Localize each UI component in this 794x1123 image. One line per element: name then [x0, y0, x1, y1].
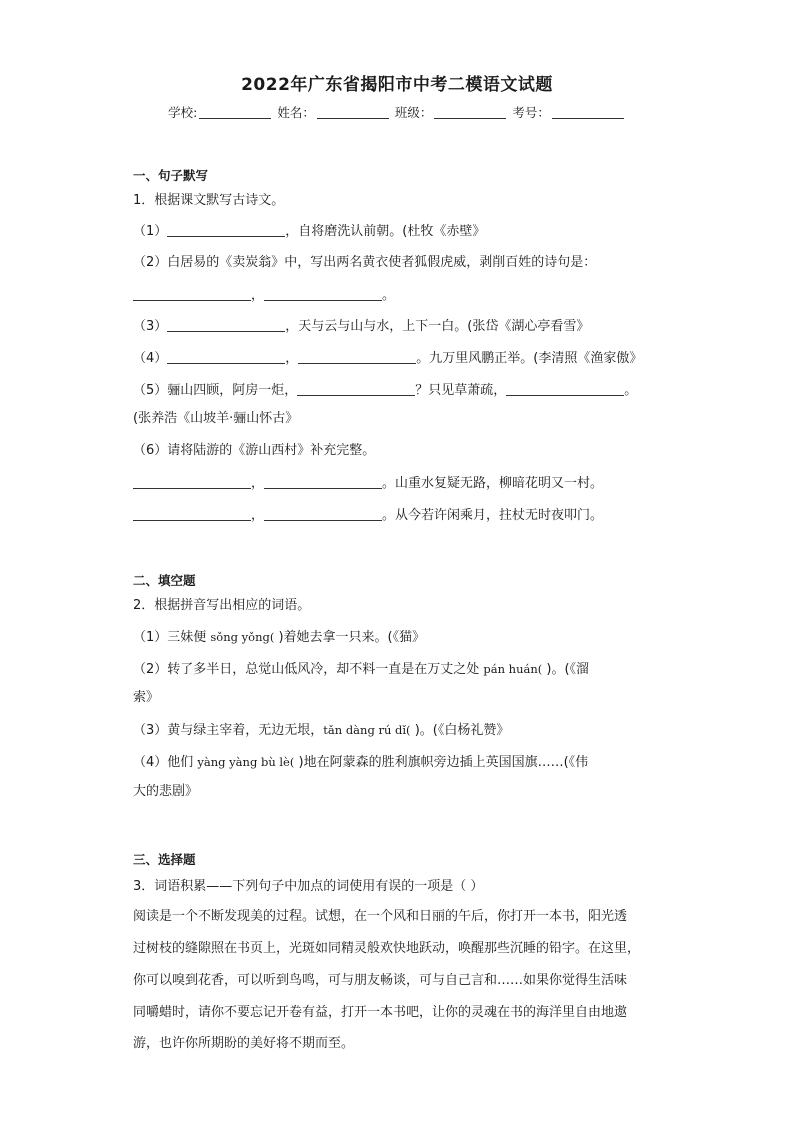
answer-blank[interactable] — [264, 475, 382, 489]
name-blank[interactable] — [317, 106, 389, 119]
question-2-stem: 2．根据拼音写出相应的词语。 — [133, 598, 311, 613]
student-info-line — [0, 103, 794, 121]
q1-part-1: （1） ，自将磨洗认前朝。(杜牧《赤壁》 — [133, 224, 486, 239]
q1-part-6-line-1: ， 。山重水复疑无路，柳暗花明又一村。 — [133, 475, 603, 492]
q1-part-2-answer: ， 。 — [133, 287, 395, 304]
section-heading-1: 一、句子默写 — [133, 168, 209, 183]
section-heading-3: 三、选择题 — [133, 852, 196, 867]
exam-title: 2022年广东省揭阳市中考二模语文试题 — [241, 75, 553, 95]
answer-blank[interactable] — [264, 507, 382, 521]
q1-part-3: （3） ，天与云与山与水，上下一白。(张岱《湖心亭看雪》 — [133, 319, 590, 334]
name-label: 姓名： — [277, 105, 315, 120]
answer-blank[interactable] — [133, 287, 251, 301]
answer-blank[interactable] — [297, 382, 415, 396]
q3-passage-line-3: 你可以嗅到花香，可以听到鸟鸣，可与朋友畅谈，可与自己言和……如果你觉得生活味 — [133, 973, 628, 988]
q3-passage-line-4: 同嚼蜡时，请你不要忘记开卷有益，打开一本书吧，让你的灵魂在书的海洋里自由地遨 — [133, 1005, 628, 1020]
school-blank[interactable] — [199, 106, 271, 119]
section-heading-2: 二、填空题 — [133, 573, 196, 588]
school-label: 学校: — [168, 105, 198, 120]
q1-part-5: （5）骊山四顾，阿房一炬， ？只见草萧疏， 。 — [133, 383, 638, 398]
q1-part-6-line-2: ， 。从今若许闲乘月，拄杖无时夜叩门。 — [133, 507, 603, 524]
q2-item-4-cont: 大的悲剧》 — [133, 784, 199, 799]
q3-passage-line-2: 过树枝的缝隙照在书页上，光斑如同精灵般欢快地跃动，唤醒那些沉睡的铅字。在这里， — [133, 941, 641, 956]
question-1-stem: 1．根据课文默写古诗文。 — [133, 193, 285, 208]
answer-blank[interactable] — [167, 350, 285, 364]
answer-blank[interactable] — [133, 507, 251, 521]
exam-no-label: 考号： — [512, 105, 550, 120]
answer-blank[interactable] — [506, 382, 624, 396]
q2-item-2-cont: 索》 — [133, 690, 160, 705]
q3-passage-line-1: 阅读是一个不断发现美的过程。试想，在一个风和日丽的午后，你打开一本书，阳光透 — [133, 909, 628, 924]
q1-part-5-source: (张养浩《山坡羊·骊山怀古》 — [133, 411, 299, 426]
q1-part-6: （6）请将陆游的《游山西村》补充完整。 — [133, 443, 376, 458]
answer-blank[interactable] — [167, 318, 285, 332]
answer-blank[interactable] — [264, 287, 382, 301]
class-blank[interactable] — [434, 106, 506, 119]
answer-blank[interactable] — [167, 223, 285, 237]
q2-item-2: （2）转了多半日，总觉山低风冷，却不料一直是在万丈之处 pán huán( )。(《溜 — [133, 662, 590, 677]
question-3-stem: 3．词语积累——下列句子中加点的词使用有误的一项是（ ） — [133, 879, 484, 894]
q2-item-1: （1）三妹便 sǒng yǒng( )着她去拿一只来。(《猫》 — [133, 630, 426, 645]
q2-item-3: （3）黄与绿主宰着，无边无垠，tǎn dàng rú dǐ( )。(《白杨礼赞》 — [133, 723, 510, 738]
q3-passage-line-5: 游，也许你所期盼的美好将不期而至。 — [133, 1036, 355, 1051]
answer-blank[interactable] — [298, 350, 416, 364]
class-label: 班级： — [394, 105, 433, 120]
exam-no-blank[interactable] — [552, 106, 624, 119]
q1-part-4: （4） ， 。九万里风鹏正举。(李清照《渔家傲》 — [133, 351, 643, 366]
q2-item-4: （4）他们 yàng yàng bù lè( )地在阿蒙森的胜利旗帜旁边插上英国国旗……(《伟 — [133, 755, 589, 770]
q1-part-2: （2）白居易的《卖炭翁》中，写出两名黄衣使者狐假虎威，剥削百姓的诗句是： — [133, 255, 597, 270]
answer-blank[interactable] — [133, 475, 251, 489]
